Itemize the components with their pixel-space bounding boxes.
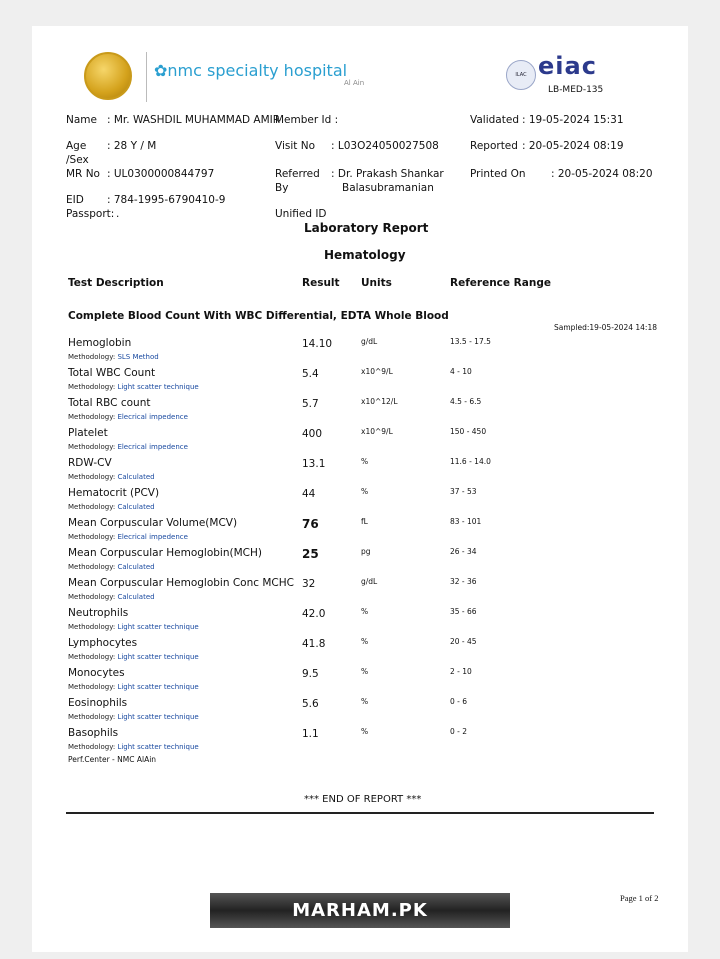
referred-label-by: By	[275, 182, 289, 194]
methodology-value: Light scatter technique	[117, 743, 199, 751]
test-name: Eosinophils	[68, 697, 128, 709]
test-unit: %	[361, 667, 369, 676]
test-result: 42.0	[302, 608, 326, 620]
hospital-logo	[154, 61, 347, 80]
validated-value: : 19-05-2024 15:31	[522, 114, 624, 126]
reported-label: Reported	[470, 140, 518, 152]
report-page	[32, 26, 688, 952]
visit-value: : L03O24050027508	[331, 140, 439, 152]
methodology-label: Methodology:	[68, 743, 118, 751]
methodology-value: Light scatter technique	[117, 653, 199, 661]
test-name: Total RBC count	[68, 397, 151, 409]
passport-label: Passport:	[66, 208, 115, 220]
test-methodology	[68, 503, 155, 511]
methodology-label: Methodology:	[68, 563, 118, 571]
visit-label: Visit No	[275, 140, 315, 152]
methodology-label: Methodology:	[68, 623, 118, 631]
test-name: Basophils	[68, 727, 119, 739]
test-reference-range: 37 - 53	[450, 487, 477, 496]
test-reference-range: 35 - 66	[450, 607, 477, 616]
methodology-label: Methodology:	[68, 683, 118, 691]
test-unit: g/dL	[361, 577, 378, 586]
test-result: 76	[302, 517, 319, 531]
col-units: Units	[361, 277, 392, 289]
test-unit: %	[361, 457, 369, 466]
methodology-value: SLS Method	[117, 353, 159, 361]
test-name: RDW-CV	[68, 457, 112, 469]
test-unit: x10^12/L	[361, 397, 398, 406]
test-result: 14.10	[302, 338, 333, 350]
test-name: Hemoglobin	[68, 337, 132, 349]
test-reference-range: 11.6 - 14.0	[450, 457, 491, 466]
methodology-value: Elecrical impedence	[117, 443, 188, 451]
age-value: : 28 Y / M	[107, 140, 157, 152]
perf-center: Perf.Center - NMC AlAin	[68, 755, 157, 764]
panel-title: Complete Blood Count With WBC Differential, EDTA Whole Blood	[68, 310, 449, 322]
printed-label: Printed On	[470, 168, 526, 180]
test-reference-range: 83 - 101	[450, 517, 482, 526]
accreditation-code: LB-MED-135	[548, 85, 604, 95]
test-result: 5.4	[302, 368, 319, 380]
flower-icon: ✿	[154, 61, 168, 80]
test-result: 13.1	[302, 458, 326, 470]
test-unit: %	[361, 487, 369, 496]
test-name: Total WBC Count	[68, 367, 156, 379]
logo-divider	[146, 52, 147, 102]
test-reference-range: 32 - 36	[450, 577, 477, 586]
test-reference-range: 4.5 - 6.5	[450, 397, 482, 406]
methodology-label: Methodology:	[68, 653, 118, 661]
test-unit: %	[361, 637, 369, 646]
test-methodology	[68, 473, 155, 481]
test-methodology	[68, 593, 155, 601]
methodology-label: Methodology:	[68, 593, 118, 601]
methodology-value: Elecrical impedence	[117, 413, 188, 421]
test-name: Lymphocytes	[68, 637, 138, 649]
name-label: Name	[66, 114, 97, 126]
test-reference-range: 150 - 450	[450, 427, 487, 436]
test-name: Mean Corpuscular Volume(MCV)	[68, 517, 238, 529]
passport-value: .	[116, 208, 120, 220]
test-name: Platelet	[68, 427, 108, 439]
methodology-value: Light scatter technique	[117, 683, 199, 691]
eid-label: EID	[66, 194, 84, 206]
test-unit: %	[361, 727, 369, 736]
test-reference-range: 13.5 - 17.5	[450, 337, 491, 346]
test-result: 25	[302, 547, 319, 561]
test-result: 32	[302, 578, 316, 590]
test-methodology	[68, 533, 188, 541]
methodology-label: Methodology:	[68, 503, 118, 511]
test-methodology	[68, 413, 188, 421]
methodology-value: Calculated	[117, 563, 155, 571]
test-methodology	[68, 653, 199, 661]
test-unit: %	[361, 607, 369, 616]
end-of-report: *** END OF REPORT ***	[304, 794, 422, 805]
report-title: Laboratory Report	[304, 221, 429, 235]
mr-value: : UL0300000844797	[107, 168, 215, 180]
test-methodology	[68, 683, 199, 691]
test-unit: x10^9/L	[361, 427, 393, 436]
sampled-time: Sampled:19-05-2024 14:18	[554, 323, 657, 332]
col-result: Result	[302, 277, 340, 289]
methodology-label: Methodology:	[68, 443, 118, 451]
methodology-label: Methodology:	[68, 713, 118, 721]
test-unit: fL	[361, 517, 368, 526]
test-result: 5.6	[302, 698, 319, 710]
test-result: 1.1	[302, 728, 319, 740]
test-result: 44	[302, 488, 316, 500]
page-number: Page 1 of 2	[620, 893, 659, 903]
eid-value: : 784-1995-6790410-9	[107, 194, 226, 206]
methodology-value: Calculated	[117, 593, 155, 601]
col-test: Test Description	[68, 277, 164, 289]
name-value: : Mr. WASHDIL MUHAMMAD AMIR	[107, 114, 281, 126]
validated-label: Validated	[470, 114, 519, 126]
eiac-logo: eiac	[538, 52, 597, 80]
age-label-sex: /Sex	[66, 154, 89, 166]
mr-label: MR No	[66, 168, 100, 180]
methodology-label: Methodology:	[68, 533, 118, 541]
test-methodology	[68, 443, 188, 451]
test-methodology	[68, 713, 199, 721]
referred-value-2: Balasubramanian	[342, 182, 434, 194]
test-name: Neutrophils	[68, 607, 129, 619]
ilac-logo-icon: ILAC	[506, 60, 536, 90]
test-methodology	[68, 353, 159, 361]
test-unit: pg	[361, 547, 371, 556]
test-unit: x10^9/L	[361, 367, 393, 376]
referred-label: Referred	[275, 168, 320, 180]
test-reference-range: 2 - 10	[450, 667, 472, 676]
test-unit: %	[361, 697, 369, 706]
methodology-value: Calculated	[117, 473, 155, 481]
test-methodology	[68, 623, 199, 631]
test-result: 400	[302, 428, 323, 440]
test-name: Monocytes	[68, 667, 125, 679]
test-unit: g/dL	[361, 337, 378, 346]
test-reference-range: 0 - 2	[450, 727, 468, 736]
hospital-name: nmc specialty hospital	[167, 61, 348, 80]
methodology-value: Elecrical impedence	[117, 533, 188, 541]
test-reference-range: 0 - 6	[450, 697, 468, 706]
test-name: Hematocrit (PCV)	[68, 487, 160, 499]
section-title: Hematology	[324, 248, 406, 262]
test-reference-range: 26 - 34	[450, 547, 477, 556]
age-label: Age	[66, 140, 87, 152]
methodology-value: Light scatter technique	[117, 623, 199, 631]
test-methodology	[68, 383, 199, 391]
methodology-label: Methodology:	[68, 383, 118, 391]
reported-value: : 20-05-2024 08:19	[522, 140, 624, 152]
test-name: Mean Corpuscular Hemoglobin(MCH)	[68, 547, 262, 559]
methodology-value: Light scatter technique	[117, 713, 199, 721]
end-divider	[66, 812, 654, 814]
test-result: 5.7	[302, 398, 319, 410]
methodology-value: Calculated	[117, 503, 155, 511]
test-result: 41.8	[302, 638, 326, 650]
methodology-value: Light scatter technique	[117, 383, 199, 391]
test-reference-range: 20 - 45	[450, 637, 477, 646]
watermark: MARHAM.PK	[210, 893, 510, 928]
test-result: 9.5	[302, 668, 319, 680]
test-methodology	[68, 743, 199, 751]
unified-id-label: Unified ID	[275, 208, 327, 220]
test-name: Mean Corpuscular Hemoglobin Conc MCHC	[68, 577, 294, 589]
test-reference-range: 4 - 10	[450, 367, 472, 376]
col-reference: Reference Range	[450, 277, 551, 289]
methodology-label: Methodology:	[68, 413, 118, 421]
printed-value: : 20-05-2024 08:20	[551, 168, 653, 180]
methodology-label: Methodology:	[68, 353, 118, 361]
jci-seal-logo	[84, 52, 132, 100]
methodology-label: Methodology:	[68, 473, 118, 481]
member-label: Member Id :	[275, 114, 339, 126]
test-methodology	[68, 563, 155, 571]
referred-value: : Dr. Prakash Shankar	[331, 168, 444, 180]
hospital-branch: Al Ain	[344, 79, 365, 87]
